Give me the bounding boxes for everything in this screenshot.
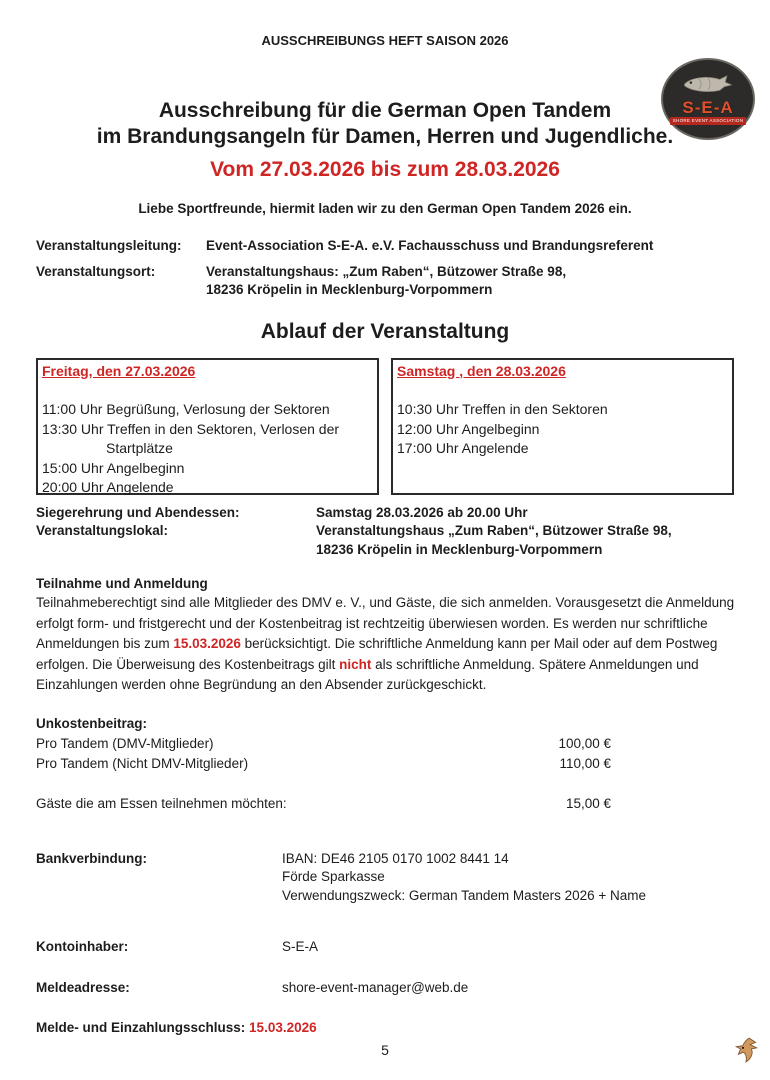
siegerehrung-row — [36, 504, 734, 523]
kontoinhaber-row — [36, 938, 734, 957]
lokal-value-line-1: Veranstaltungshaus „Zum Raben“, Bützower Straße 98, — [316, 523, 672, 538]
deadline-date: 15.03.2026 — [173, 636, 241, 652]
price-value: 100,00 € — [558, 735, 611, 751]
siegerehrung-block — [36, 504, 734, 560]
teilnahme-section — [36, 575, 734, 696]
bank-details — [282, 850, 734, 906]
title-line-2: im Brandungsangeln für Damen, Herren und Jugendliche. — [96, 125, 674, 148]
nicht-emphasis: nicht — [339, 656, 372, 672]
ablauf-heading: Ablauf der Veranstaltung — [260, 319, 510, 343]
siegerehrung-value: Samstag 28.03.2026 ab 20.00 Uhr — [316, 504, 528, 520]
title-block — [36, 98, 734, 183]
meldeschluss-line — [36, 1019, 734, 1038]
leitung-row — [36, 237, 734, 256]
price-label: Gäste die am Essen teilnehmen möchten: — [36, 795, 287, 811]
schedule-box-saturday — [391, 358, 734, 495]
paragraph-segment: Teilnahmeberechtigt sind alle Mitglieder des DMV e. V., und Gäste, die sich anmelden. Vorausgesetzt die Anmeldung erfolgt form- und fristgerecht und der Kostenbeitrag ist rechtzeitig überwiesen worden. Es werden nur schriftliche Anmeldungen bis zum — [36, 595, 735, 652]
event-date-range: Vom 27.03.2026 bis zum 28.03.2026 — [210, 158, 560, 181]
bank-verwendungszweck: Verwendungszweck: German Tandem Masters 2026 + Name — [282, 887, 647, 903]
ort-value — [206, 263, 734, 300]
schedule-line: 12:00 Uhr Angelbeginn — [397, 420, 540, 437]
melde-email: shore-event-manager@web.de — [282, 979, 469, 995]
price-table — [36, 734, 611, 814]
ort-label: Veranstaltungsort: — [36, 263, 156, 279]
logo-banner: SHORE EVENT ASSOCIATION — [670, 117, 747, 125]
konto-label: Kontoinhaber: — [36, 939, 129, 955]
bank-section — [36, 850, 734, 1038]
konto-value: S-E-A — [282, 939, 319, 955]
leitung-value: Event-Association S-E-A. e.V. Fachausschuss und Brandungsreferent — [206, 238, 654, 253]
veranstaltungslokal-row — [36, 522, 734, 559]
price-row — [36, 754, 611, 774]
doc-header: AUSSCHREIBUNGS HEFT SAISON 2026 — [261, 33, 509, 48]
ort-row — [36, 263, 734, 300]
bankverbindung-row — [36, 850, 734, 906]
melde-label: Meldeadresse: — [36, 979, 130, 995]
friday-header: Freitag, den 27.03.2026 — [42, 362, 196, 379]
lokal-value-line-2: 18236 Kröpelin in Mecklenburg-Vorpommern — [316, 541, 603, 557]
schluss-label: Melde- und Einzahlungsschluss: — [36, 1020, 246, 1036]
ort-value-line-2: 18236 Kröpelin in Mecklenburg-Vorpommern — [206, 282, 493, 297]
guest-price-row — [36, 794, 611, 814]
bank-iban: IBAN: DE46 2105 0170 1002 8441 14 — [282, 850, 509, 866]
teilnahme-heading: Teilnahme und Anmeldung — [36, 576, 208, 591]
schedule-line: 10:30 Uhr Treffen in den Sektoren — [397, 401, 608, 417]
price-label: Pro Tandem (Nicht DMV-Mitglieder) — [36, 755, 249, 771]
price-value: 110,00 € — [559, 755, 611, 771]
lokal-label: Veranstaltungslokal: — [36, 523, 169, 538]
fish-emblem-icon — [681, 74, 735, 99]
paragraph-segment: berücksichtigt. Die schriftliche Anmeldung kann per Mail oder auf dem Postweg erfolgen. Die Überweisung des Kostenbeitrags gilt — [36, 636, 718, 672]
spacer — [42, 381, 373, 400]
lokal-value — [316, 522, 734, 559]
sea-logo — [661, 58, 755, 140]
bank-name: Förde Sparkasse — [282, 869, 385, 885]
title-line-1: Ausschreibung für die German Open Tandem — [158, 99, 612, 122]
logo-letters: S-E-A — [682, 97, 734, 117]
fish-corner-icon — [734, 1036, 760, 1069]
schedule-boxes — [36, 358, 734, 495]
teilnahme-paragraph — [36, 593, 736, 696]
unkosten-section — [36, 714, 734, 814]
price-row — [36, 734, 611, 754]
saturday-header: Samstag , den 28.03.2026 — [397, 362, 566, 379]
paragraph-segment: als schriftliche Anmeldung. Spätere Anmeldungen und Einzahlungen werden ohne Begründung an den Absender zurückgeschickt. — [36, 656, 699, 693]
meldeadresse-row — [36, 979, 734, 998]
intro-line: Liebe Sportfreunde, hiermit laden wir zu den German Open Tandem 2026 ein. — [138, 201, 632, 216]
price-value: 15,00 € — [565, 795, 611, 811]
schedule-line: 13:30 Uhr Treffen in den Sektoren, Verlosen der Startplätze — [42, 420, 340, 456]
organisation-block — [36, 237, 734, 300]
ort-value-line-1: Veranstaltungshaus: „Zum Raben“, Bützower Straße 98, — [206, 263, 567, 279]
price-label: Pro Tandem (DMV-Mitglieder) — [36, 735, 214, 751]
unkosten-heading: Unkostenbeitrag: — [36, 715, 148, 731]
bank-label: Bankverbindung: — [36, 850, 148, 866]
schedule-box-friday — [36, 358, 379, 495]
page-number: 5 — [381, 1042, 389, 1058]
schedule-line: 17:00 Uhr Angelende — [397, 440, 529, 456]
siegerehrung-label: Siegerehrung und Abendessen: — [36, 504, 240, 520]
leitung-label: Veranstaltungsleitung: — [36, 238, 182, 253]
spacer — [397, 381, 728, 400]
schedule-line: 15:00 Uhr Angelbeginn — [42, 459, 185, 476]
schedule-line: 20:00 Uhr Angelende — [42, 479, 174, 495]
schedule-line: 11:00 Uhr Begrüßung, Verlosung der Sektoren — [42, 401, 330, 417]
schluss-date: 15.03.2026 — [249, 1020, 317, 1036]
